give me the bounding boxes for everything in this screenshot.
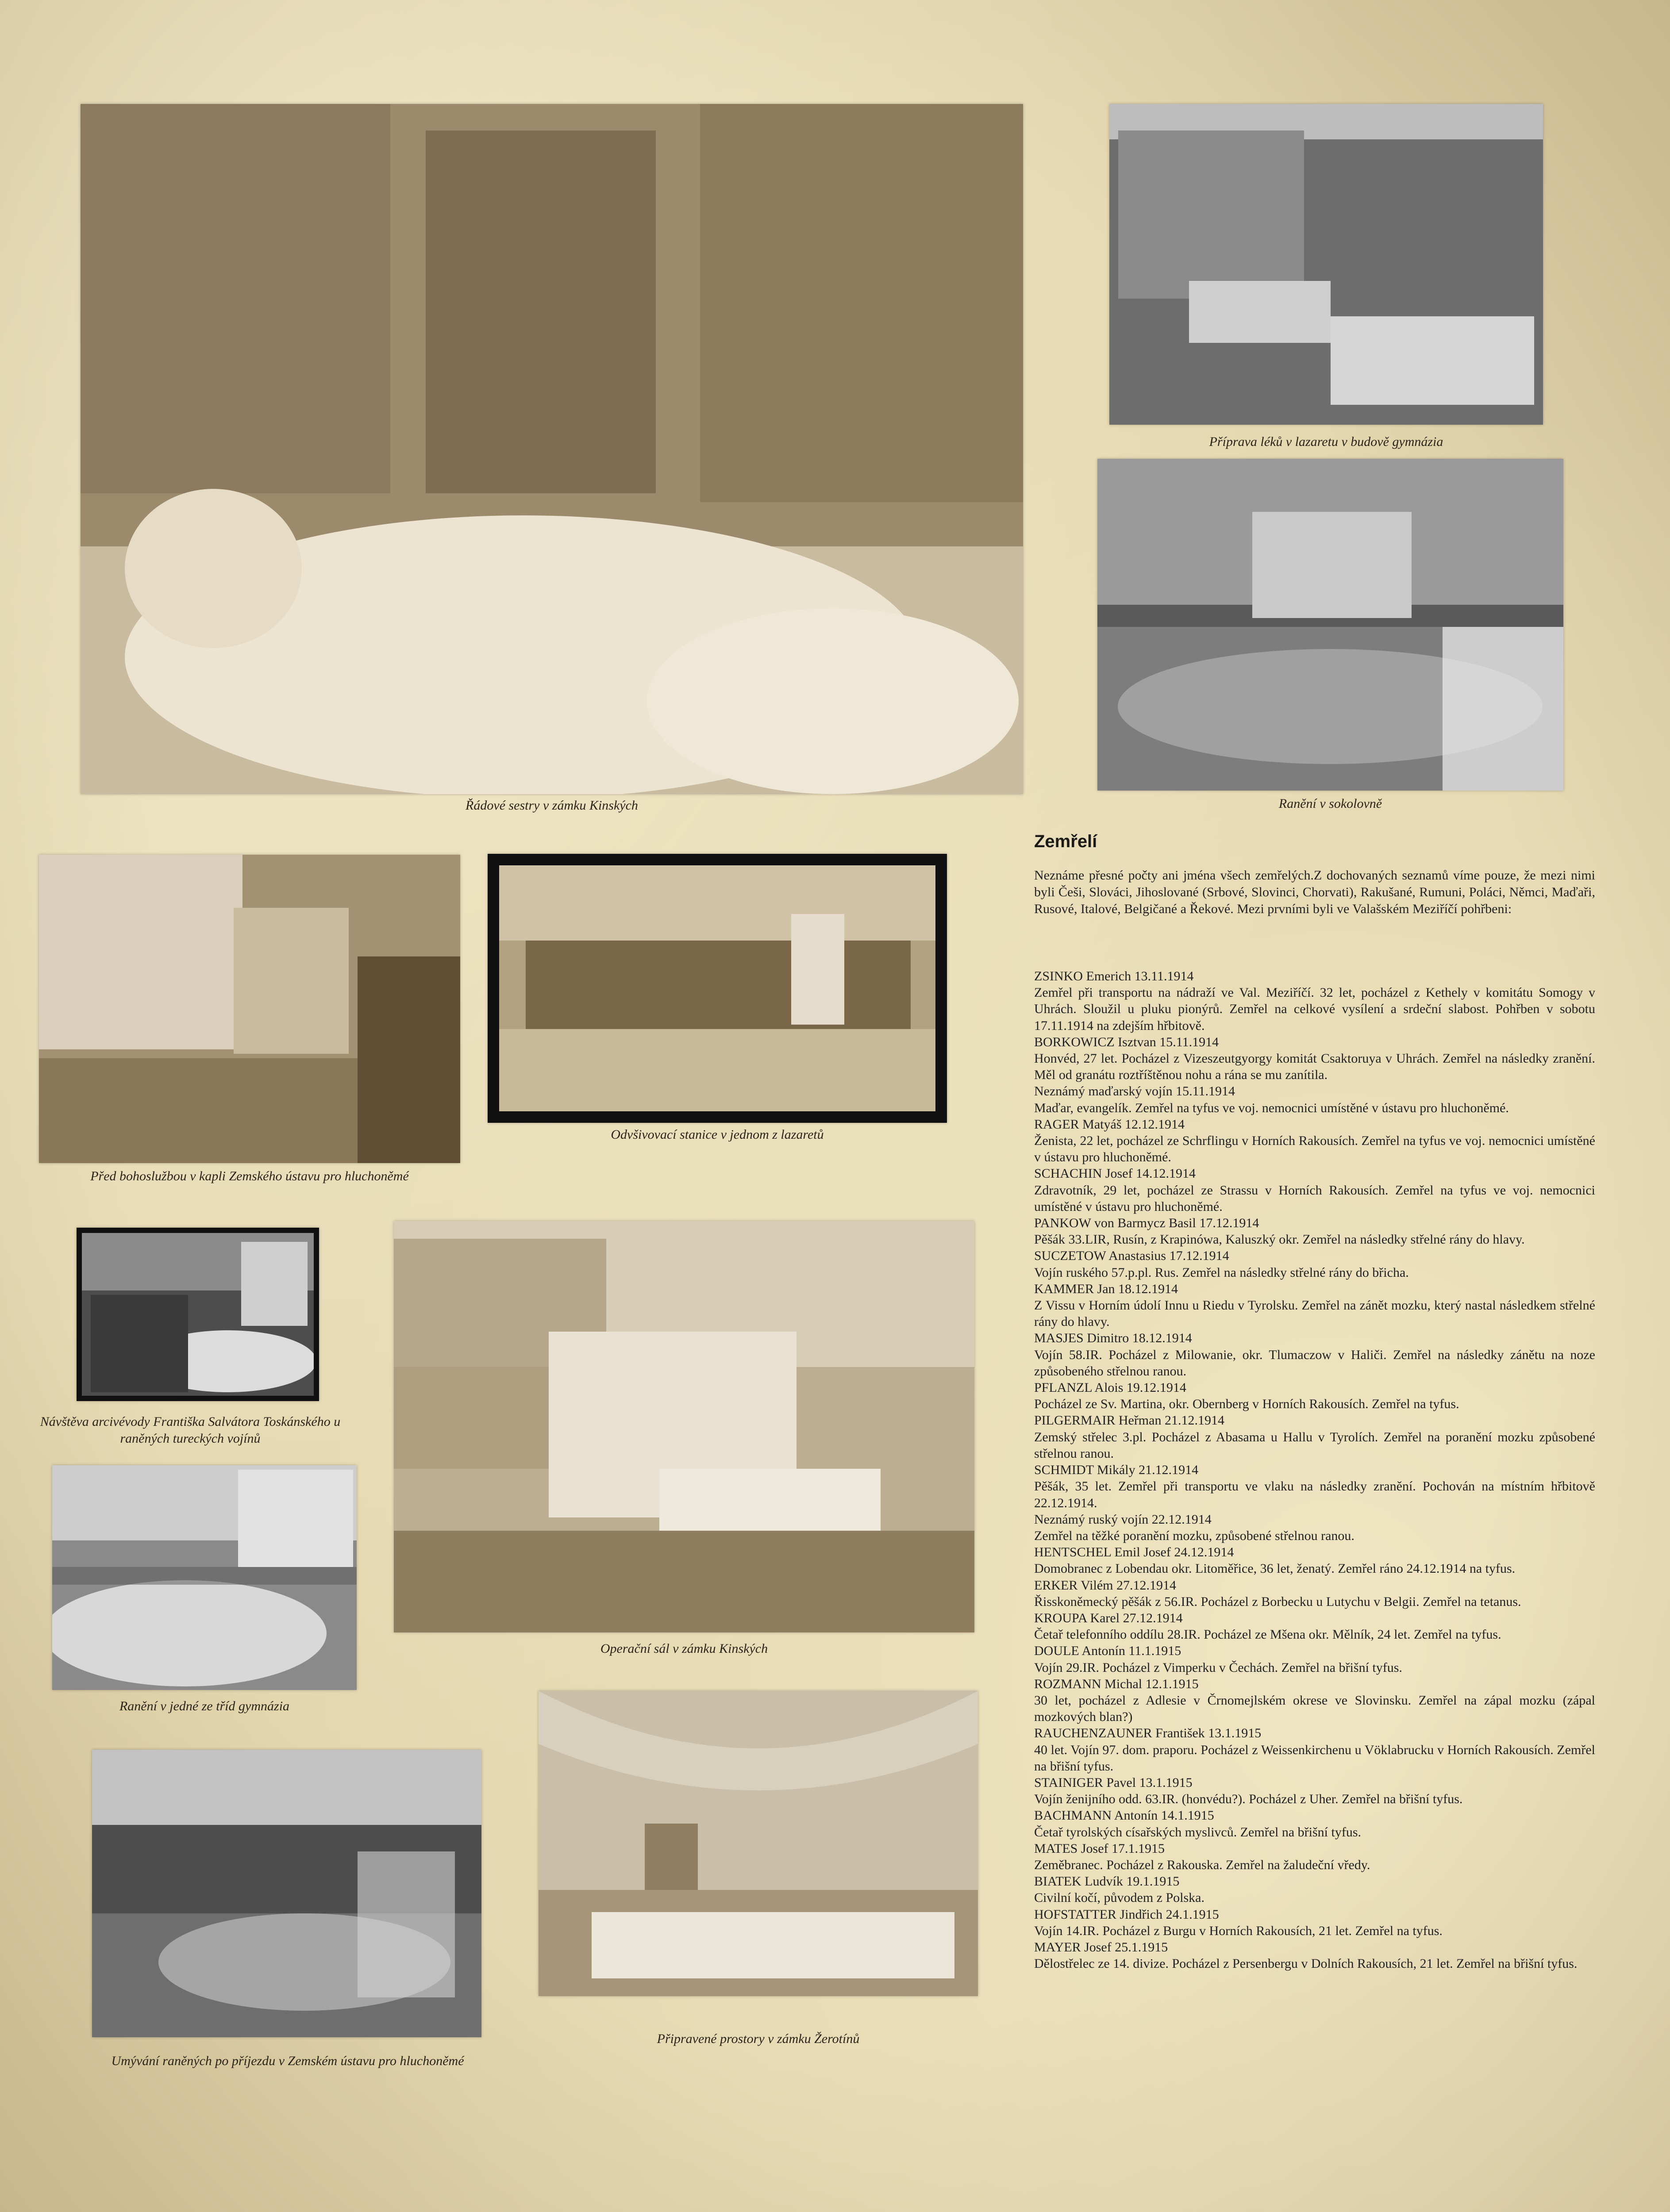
death-entry-text: Vojín 58.IR. Pocházel z Milowanie, okr. Tlumaczow v Haliči. Zemřel na následky zánětu na noze způsobeného střelnou ranou. bbox=[1034, 1347, 1595, 1379]
death-entry bbox=[1034, 1939, 1595, 1972]
caption-pharmacy: Příprava léků v lazaretu v budově gymnázia bbox=[1209, 434, 1443, 449]
photo-delousing-image bbox=[499, 865, 935, 1111]
death-entry bbox=[1034, 1379, 1595, 1412]
death-entry-name: SCHACHIN Josef 14.12.1914 bbox=[1034, 1166, 1196, 1181]
death-entry-name: MAYER Josef 25.1.1915 bbox=[1034, 1939, 1168, 1955]
death-entry bbox=[1034, 1412, 1595, 1462]
death-entry bbox=[1034, 1807, 1595, 1840]
caption-chapel: Před bohoslužbou v kapli Zemského ústavu pro hluchoněmé bbox=[90, 1169, 409, 1183]
death-entry-text: Domobranec z Lobendau okr. Litoměřice, 36 let, ženatý. Zemřel ráno 24.12.1914 na tyfus. bbox=[1034, 1561, 1516, 1576]
photo-nuns-sewing-image bbox=[81, 104, 1023, 794]
photo-classroom bbox=[52, 1465, 357, 1690]
death-entry bbox=[1034, 1116, 1595, 1166]
death-entry-name: STAINIGER Pavel 13.1.1915 bbox=[1034, 1775, 1193, 1790]
photo-classroom-image bbox=[52, 1465, 357, 1690]
death-entry-name: KAMMER Jan 18.12.1914 bbox=[1034, 1281, 1178, 1296]
section-title: Zemřelí bbox=[1034, 832, 1097, 851]
caption-classroom: Ranění v jedné ze tříd gymnázia bbox=[119, 1699, 290, 1713]
death-entry bbox=[1034, 1643, 1595, 1675]
death-entry-text: 40 let. Vojín 97. dom. praporu. Pocházel z Weissenkirchenu u Vöklabrucku v Horních Rakousích. Zemřel na břišní tyfus. bbox=[1034, 1742, 1595, 1774]
death-entry bbox=[1034, 1774, 1595, 1807]
death-entry-text: Zemřel na těžké poranění mozku, způsobené střelnou ranou. bbox=[1034, 1528, 1354, 1543]
death-entry-name: PANKOW von Barmycz Basil 17.12.1914 bbox=[1034, 1216, 1259, 1231]
caption-archduke-visit: Návštěva arcivévody Františka Salvátora Toskánského u raněných tureckých vojínů bbox=[40, 1414, 341, 1446]
death-entry-text: Řisskoněmecký pěšák z 56.IR. Pocházel z Borbecku u Lutychu v Belgii. Zemřel na tetanus. bbox=[1034, 1594, 1521, 1609]
section-intro: Neznáme přesné počty ani jména všech zemřelých.Z dochovaných seznamů víme pouze, že mezi nimi byli Češi, Slováci, Jihoslované (Srbové, Slovinci, Chorvati), Rakušané, Rumuni, Poláci, Němci, Maďaři, Rusové, Italové, Belgičané a Řekové. Mezi prvními byli ve Valašském Meziříčí pohřbeni: bbox=[1034, 868, 1595, 916]
death-entry-name: Neznámý ruský vojín 22.12.1914 bbox=[1034, 1512, 1212, 1527]
death-entry-text: Honvéd, 27 let. Pocházel z Vizeszeutgyorgy komitát Csaktoruya v Uhrách. Zemřel na následky zranění. Měl od granátu roztříštěnou nohu a rána se mu zanítila. bbox=[1034, 1051, 1595, 1083]
death-entry bbox=[1034, 1083, 1595, 1116]
caption-delousing: Odvšivovací stanice v jednom z lazaretů bbox=[611, 1127, 824, 1142]
death-entry-name: MATES Josef 17.1.1915 bbox=[1034, 1841, 1165, 1856]
photo-chapel-image bbox=[39, 855, 460, 1163]
death-entry bbox=[1034, 1873, 1595, 1906]
death-entry bbox=[1034, 1577, 1595, 1610]
death-entry bbox=[1034, 1330, 1595, 1379]
caption-sokolovna: Ranění v sokolovně bbox=[1278, 796, 1382, 811]
death-entry-name: MASJES Dimitro 18.12.1914 bbox=[1034, 1331, 1192, 1346]
photo-sokolovna bbox=[1097, 459, 1563, 791]
death-entry-text: Vojín ruského 57.p.pl. Rus. Zemřel na následky střelné rány do břicha. bbox=[1034, 1265, 1409, 1280]
caption-washing: Umývání raněných po příjezdu v Zemském ústavu pro hluchoněmé bbox=[111, 2054, 464, 2068]
death-entry-text: Pěšák, 35 let. Zemřel při transportu ve vlaku na následky zranění. Pochován na místním hřbitově 22.12.1914. bbox=[1034, 1479, 1595, 1510]
death-entry bbox=[1034, 1676, 1595, 1725]
death-entry bbox=[1034, 968, 1595, 1034]
death-entry bbox=[1034, 1248, 1595, 1280]
caption-nuns-sewing: Řádové sestry v zámku Kinských bbox=[466, 798, 638, 813]
death-entry bbox=[1034, 1281, 1595, 1330]
death-entry bbox=[1034, 1544, 1595, 1577]
deaths-list bbox=[1034, 968, 1595, 1972]
death-entry-text: Vojín 29.IR. Pocházel z Vimperku v Čechách. Zemřel na břišní tyfus. bbox=[1034, 1660, 1402, 1675]
death-entry-name: HOFSTATTER Jindřich 24.1.1915 bbox=[1034, 1907, 1219, 1922]
death-entry-name: HENTSCHEL Emil Josef 24.12.1914 bbox=[1034, 1545, 1234, 1560]
death-entry-text: Četař tyrolských císařských myslivců. Zemřel na břišní tyfus. bbox=[1034, 1824, 1361, 1839]
death-entry bbox=[1034, 1725, 1595, 1774]
death-entry-text: Zeměbranec. Pocházel z Rakouska. Zemřel na žaludeční vředy. bbox=[1034, 1857, 1370, 1872]
photo-zerotin bbox=[539, 1691, 978, 1996]
death-entry-name: PILGERMAIR Heřman 21.12.1914 bbox=[1034, 1413, 1224, 1428]
death-entry-name: PFLANZL Alois 19.12.1914 bbox=[1034, 1380, 1186, 1395]
death-entry-text: Zemský střelec 3.pl. Pocházel z Abasama u Hallu v Tyrolích. Zemřel na poranění mozku způsobené střelnou ranou. bbox=[1034, 1429, 1595, 1461]
death-entry-text: Maďar, evangelík. Zemřel na tyfus ve voj. nemocnici umístěné v ústavu pro hluchoněmé. bbox=[1034, 1100, 1509, 1115]
death-entry-text: Zdravotník, 29 let, pocházel ze Strassu v Horních Rakousích. Zemřel na tyfus ve voj. nemocnici umístěné v ústavu pro hluchoněmé. bbox=[1034, 1183, 1595, 1214]
death-entry-name: DOULE Antonín 11.1.1915 bbox=[1034, 1644, 1181, 1659]
death-entry-name: BACHMANN Antonín 14.1.1915 bbox=[1034, 1808, 1214, 1823]
photo-washing-image bbox=[92, 1750, 481, 2037]
death-entry-text: 30 let, pocházel z Adlesie v Črnomejlském okrese ve Slovinsku. Zemřel na zápal mozku (zápal mozkových blan?) bbox=[1034, 1693, 1595, 1724]
photo-pharmacy bbox=[1109, 104, 1543, 425]
death-entry-text: Civilní kočí, původem z Polska. bbox=[1034, 1890, 1204, 1905]
photo-chapel bbox=[39, 855, 460, 1163]
death-entry bbox=[1034, 1610, 1595, 1643]
death-entry-text: Ženista, 22 let, pocházel ze Schrflingu v Horních Rakousích. Zemřel na tyfus ve voj. nemocnici umístěné v ústavu pro hluchoněmé. bbox=[1034, 1133, 1595, 1165]
photo-pharmacy-image bbox=[1109, 104, 1543, 425]
death-entry bbox=[1034, 1034, 1595, 1083]
death-entry-name: SCHMIDT Mikály 21.12.1914 bbox=[1034, 1463, 1199, 1478]
death-entry-name: ZSINKO Emerich 13.11.1914 bbox=[1034, 969, 1194, 983]
death-entry bbox=[1034, 1215, 1595, 1248]
caption-zerotin: Připravené prostory v zámku Žerotínů bbox=[657, 2032, 860, 2046]
death-entry bbox=[1034, 1511, 1595, 1544]
death-entry-name: RAGER Matyáš 12.12.1914 bbox=[1034, 1117, 1185, 1132]
death-entry bbox=[1034, 1906, 1595, 1939]
photo-nuns-sewing bbox=[81, 104, 1023, 794]
photo-operating-room bbox=[394, 1221, 974, 1632]
death-entry-text: Četař telefonního oddílu 28.IR. Pocházel ze Mšena okr. Mělník, 24 let. Zemřel na tyfus. bbox=[1034, 1627, 1501, 1642]
death-entry-text: Z Vissu v Horním údolí Innu u Riedu v Tyrolsku. Zemřel na zánět mozku, který nastal následkem střelné rány do hlavy. bbox=[1034, 1298, 1595, 1329]
death-entry-name: ROZMANN Michal 12.1.1915 bbox=[1034, 1676, 1199, 1691]
photo-sokolovna-image bbox=[1097, 459, 1563, 791]
death-entry bbox=[1034, 1840, 1595, 1873]
death-entry-name: KROUPA Karel 27.12.1914 bbox=[1034, 1610, 1183, 1625]
death-entry-text: Zemřel při transportu na nádraží ve Val. Meziříčí. 32 let, pocházel z Kethely v komitátu Somogy v Uhrách. Sloužil u pluku pionýrů. Zemřel na celkové vysílení a srdeční slabost. Pohřben v sobotu 17.11.1914 na zdejším hřbitově. bbox=[1034, 985, 1595, 1033]
death-entry-text: Pěšák 33.LIR, Rusín, z Krapinówa, Kaluszký okr. Zemřel na následky střelné rány do hlavy. bbox=[1034, 1232, 1525, 1247]
death-entry-text: Pocházel ze Sv. Martina, okr. Obernberg v Horních Rakousích. Zemřel na tyfus. bbox=[1034, 1397, 1459, 1412]
death-entry-name: BORKOWICZ Isztvan 15.11.1914 bbox=[1034, 1034, 1219, 1049]
death-entry-name: RAUCHENZAUNER František 13.1.1915 bbox=[1034, 1726, 1262, 1741]
death-entry-text: Dělostřelec ze 14. divize. Pocházel z Persenbergu v Dolních Rakousích, 21 let. Zemřel na břišní tyfus. bbox=[1034, 1956, 1578, 1971]
photo-delousing bbox=[488, 854, 947, 1123]
death-entry bbox=[1034, 1165, 1595, 1215]
death-entry bbox=[1034, 1462, 1595, 1511]
death-entry-name: BIATEK Ludvík 19.1.1915 bbox=[1034, 1874, 1180, 1889]
photo-archduke-visit bbox=[77, 1228, 319, 1401]
death-entry-name: SUCZETOW Anastasius 17.12.1914 bbox=[1034, 1248, 1229, 1263]
photo-operating-room-image bbox=[394, 1221, 974, 1632]
photo-archduke-visit-image bbox=[82, 1233, 314, 1396]
photo-washing bbox=[92, 1750, 481, 2037]
death-entry-text: Vojín 14.IR. Pocházel z Burgu v Horních Rakousích, 21 let. Zemřel na tyfus. bbox=[1034, 1923, 1443, 1938]
death-entry-name: Neznámý maďarský vojín 15.11.1914 bbox=[1034, 1084, 1235, 1099]
caption-operating-room: Operační sál v zámku Kinských bbox=[600, 1641, 768, 1656]
death-entry-text: Vojín ženijního odd. 63.IR. (honvédu?). Pocházel z Uher. Zemřel na břišní tyfus. bbox=[1034, 1792, 1463, 1807]
photo-zerotin-image bbox=[539, 1691, 978, 1996]
death-entry-name: ERKER Vilém 27.12.1914 bbox=[1034, 1578, 1176, 1593]
